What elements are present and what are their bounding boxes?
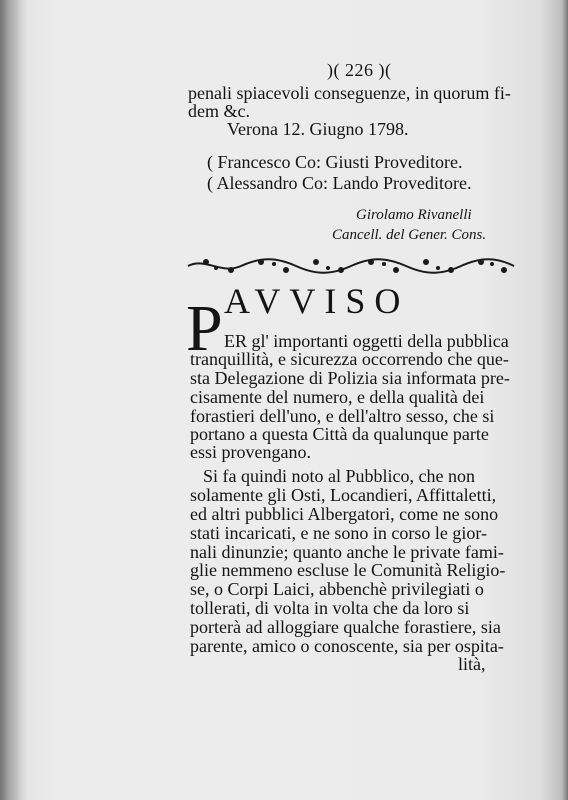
paragraph-line: essi provengano. [190,442,311,462]
signature-name: Girolamo Rivanelli [356,207,472,223]
paragraph-line: tollerati, di volta in volta che da loro si [190,598,470,618]
page-binding-shadow [0,0,28,800]
paragraph-line: glie nemmeno escluse le Comunità Religio- [190,560,506,580]
paragraph-line: porterà ad alloggiare qualche forastiere, sia [190,617,501,637]
paragraph-line: stati incaricati, e ne sono in corso le gior- [190,523,488,543]
drop-cap: P [186,292,223,365]
text-line: dem &c. [188,101,250,121]
paragraph-line: portano a questa Città da qualunque parte [190,424,489,444]
paragraph-line: ER gl' importanti oggetti della pubblica [224,331,509,351]
page-heading: AVVISO [224,281,410,321]
paragraph-line: sta Delegazione di Polizia sia informata pre- [190,368,510,388]
signatory-line: ( Francesco Co: Giusti Proveditore. [207,152,463,172]
signature-title: Cancell. del Gener. Cons. [332,227,487,243]
date-line: Verona 12. Giugno 1798. [227,119,409,139]
text-line: penali spiacevoli conseguenze, in quorum fi- [188,83,511,103]
signatory-line: ( Alessandro Co: Lando Proveditore. [207,173,472,193]
paragraph-line: se, o Corpi Laici, abbenchè privilegiati o [190,579,484,599]
paragraph-line: nali dinunzie; quanto anche le private fami- [190,542,504,562]
paragraph-line: parente, amico o conoscente, sia per ospita- [190,636,504,656]
paragraph-line: cisamente del numero, e della qualità dei [190,387,485,407]
paragraph-line: ed altri pubblici Albergatori, come ne sono [190,504,499,524]
paragraph-line: lità, [458,654,486,674]
paragraph-line: Si fa quindi noto al Pubblico, che non [203,466,475,486]
decorative-vine-ornament [186,255,516,277]
paragraph-line: forastieri dell'uno, e dell'altro sesso, che si [190,406,495,426]
paragraph-line: solamente gli Osti, Locandieri, Affittaletti, [190,485,497,505]
paragraph-line: tranquillità, e sicurezza occorrendo che que- [190,349,509,369]
page-number: )( 226 )( [327,60,392,80]
